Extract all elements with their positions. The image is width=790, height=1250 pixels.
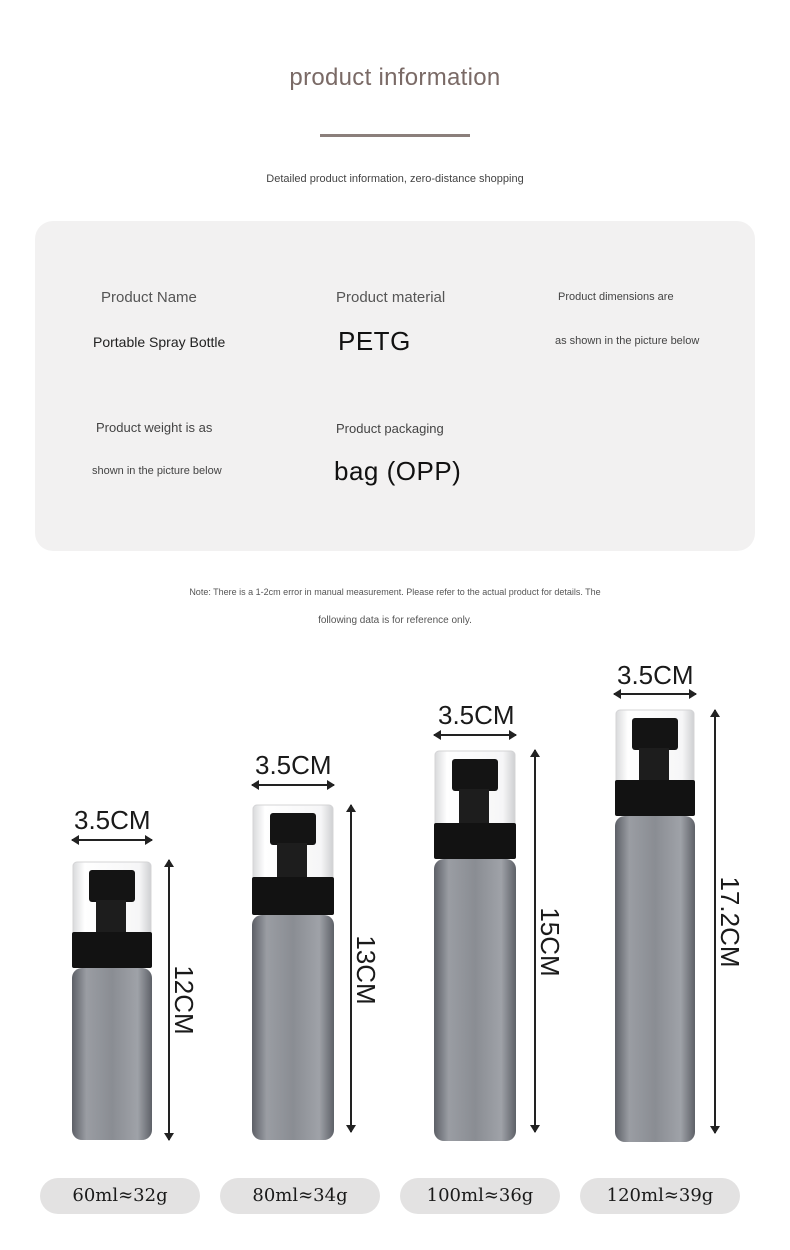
page-subtitle: Detailed product information, zero-distance shopping bbox=[266, 173, 524, 185]
bottle-collar bbox=[434, 823, 516, 859]
product-weight-label: Product weight is as bbox=[96, 420, 213, 435]
measurement-note-continued: following data is for reference only. bbox=[318, 615, 472, 626]
bottle-100ml-width-label: 3.5CM bbox=[438, 700, 515, 730]
bottle-collar bbox=[252, 877, 334, 915]
product-dimensions-label: Product dimensions are bbox=[558, 291, 674, 303]
product-material-label: Product material bbox=[336, 289, 446, 306]
width-arrow bbox=[614, 693, 696, 695]
bottle-60ml-height-label: 12CM bbox=[169, 965, 199, 1035]
pump-head bbox=[632, 718, 678, 750]
product-material-value: PETG bbox=[338, 326, 411, 356]
pump-stem bbox=[96, 900, 126, 932]
width-arrow bbox=[252, 784, 334, 786]
pump-head bbox=[270, 813, 316, 845]
bottle-100ml-height-label: 15CM bbox=[535, 907, 565, 977]
bottle-100ml bbox=[434, 751, 516, 1141]
bottle-60ml-width-label: 3.5CM bbox=[74, 805, 151, 835]
bottle-100ml-caption: 100ml≈36g bbox=[400, 1178, 560, 1214]
measurement-note: Note: There is a 1-2cm error in manual measurement. Please refer to the actual product for details. The bbox=[189, 587, 601, 597]
pump-stem bbox=[639, 748, 669, 780]
product-packaging-label: Product packaging bbox=[336, 421, 444, 436]
bottle-120ml-width-label: 3.5CM bbox=[617, 660, 694, 690]
product-packaging-value: bag (OPP) bbox=[334, 456, 462, 486]
pump-stem bbox=[459, 789, 489, 823]
pump-head bbox=[89, 870, 135, 902]
width-arrow bbox=[434, 734, 516, 736]
bottle-80ml-height-label: 13CM bbox=[351, 935, 381, 1005]
bottle-60ml-caption: 60ml≈32g bbox=[40, 1178, 200, 1214]
bottle-body bbox=[252, 915, 334, 1140]
bottle-80ml bbox=[252, 805, 334, 1140]
bottle-collar bbox=[72, 932, 152, 968]
bottle-body bbox=[72, 968, 152, 1140]
product-weight-value: shown in the picture below bbox=[92, 465, 222, 477]
bottle-body bbox=[615, 816, 695, 1142]
bottle-80ml-caption: 80ml≈34g bbox=[220, 1178, 380, 1214]
product-name-label: Product Name bbox=[101, 289, 197, 306]
page-title: product information bbox=[289, 64, 501, 91]
bottle-80ml-width-label: 3.5CM bbox=[255, 750, 332, 780]
pump-stem bbox=[277, 843, 307, 877]
pump-head bbox=[452, 759, 498, 791]
bottle-120ml bbox=[615, 710, 695, 1142]
width-arrow bbox=[72, 839, 152, 841]
product-dimensions-value: as shown in the picture below bbox=[555, 335, 700, 347]
bottle-body bbox=[434, 859, 516, 1141]
bottle-60ml bbox=[72, 862, 152, 1140]
bottle-120ml-caption: 120ml≈39g bbox=[580, 1178, 740, 1214]
bottle-120ml-height-label: 17.2CM bbox=[715, 876, 745, 968]
bottle-collar bbox=[615, 780, 695, 816]
product-name-value: Portable Spray Bottle bbox=[93, 334, 226, 350]
